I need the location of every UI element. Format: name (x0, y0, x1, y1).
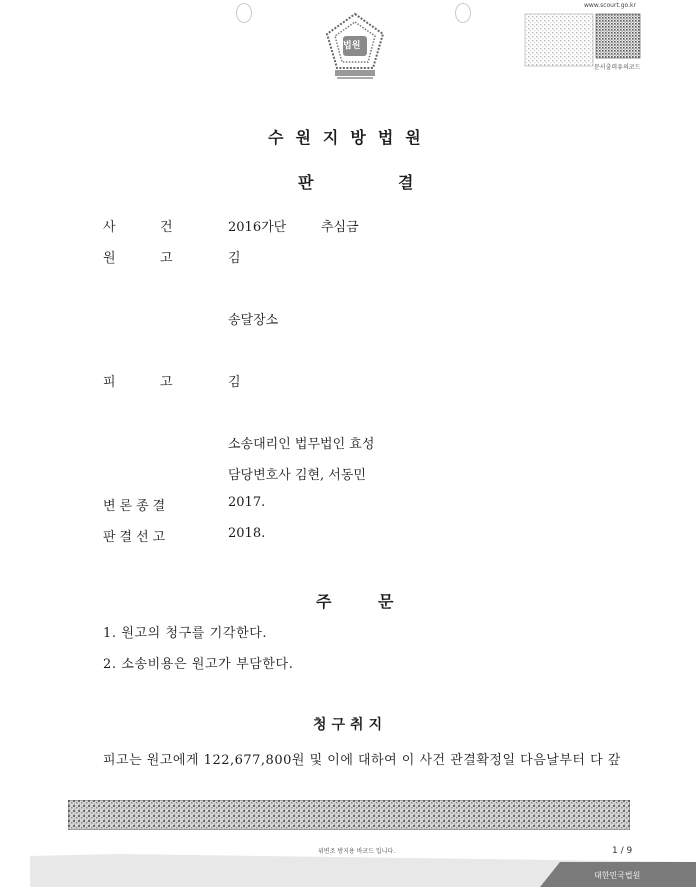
case-number: 2016가단 (228, 220, 287, 235)
hearing-end-label: 변론종결 (103, 499, 170, 514)
claim-heading: 청구취지 (313, 717, 388, 733)
judgment-date-label: 판결선고 (103, 530, 170, 545)
order-item-1: 1. 원고의 청구를 기각한다. (103, 626, 268, 641)
page-number: 1 / 9 (612, 846, 633, 856)
plaintiff-name: 김 (228, 251, 241, 266)
punch-hole (455, 3, 471, 23)
security-pattern-icon (524, 8, 642, 68)
anti-forgery-barcode-icon (68, 800, 630, 830)
counsel-attorneys: 담당변호사 김현, 서동민 (228, 468, 366, 483)
service-address: 송달장소 (228, 313, 279, 328)
judgment-date: 2018. (228, 526, 266, 541)
court-name: 수원지방법원 (268, 128, 433, 147)
case-label-1: 사 (103, 220, 116, 235)
doc-type-char-2: 결 (398, 173, 414, 192)
doc-type-char-1: 판 (298, 173, 314, 192)
issuer-name: 대한민국법원 (594, 871, 641, 880)
order-item-2: 2. 소송비용은 원고가 부담한다. (103, 657, 294, 672)
site-url: www.scourt.go.kr (584, 2, 636, 9)
defendant-label-2: 고 (160, 375, 173, 390)
defendant-label-1: 피 (103, 375, 116, 390)
counsel-firm: 소송대리인 법무법인 효성 (228, 437, 375, 452)
seal-text: 법원 (343, 41, 361, 51)
order-heading-1: 주 (316, 592, 332, 611)
plaintiff-label-1: 원 (103, 251, 116, 266)
barcode-caption: 위변조 방지용 바코드 입니다. (318, 848, 396, 855)
defendant-name: 김 (228, 375, 241, 390)
order-heading-2: 문 (378, 592, 394, 611)
plaintiff-label-2: 고 (160, 251, 173, 266)
hearing-end-date: 2017. (228, 495, 266, 510)
code-caption: 문서출력유의코드 (594, 64, 641, 71)
footer-band (0, 852, 696, 887)
punch-hole (236, 3, 252, 23)
case-name: 추심금 (321, 220, 359, 235)
claim-text: 피고는 원고에게 122,677,800원 및 이에 대하여 이 사건 관결확정일 다음날부터 다 갚 (103, 753, 621, 768)
case-label-2: 건 (160, 220, 173, 235)
